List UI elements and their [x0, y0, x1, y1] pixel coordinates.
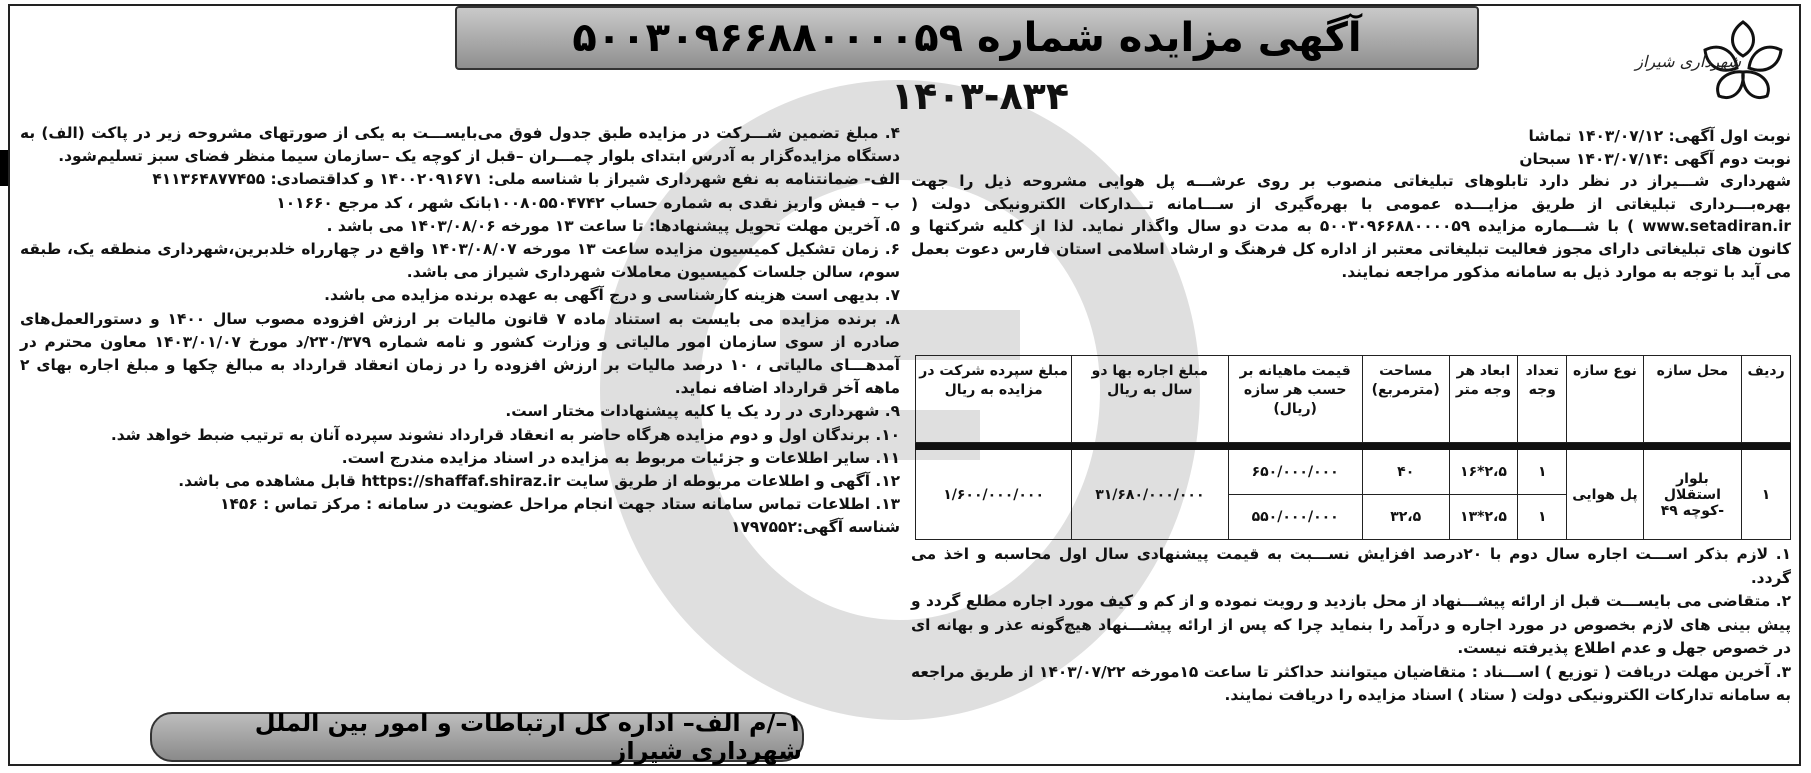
deposit-cell: ۱/۶۰۰/۰۰۰/۰۰۰: [916, 450, 1072, 540]
condition-item-4b: ب – فیش واریز نقدی به شماره حساب ۱۰۰۸۰۵۵۰۴۷۴۲بانک شهر ، کد مرجع ۱۰۱۶۶۰: [276, 193, 900, 212]
right-column: [911, 125, 1791, 283]
header-cell: قیمت ماهیانه بر حسب هر سازه (ریال): [1228, 356, 1362, 443]
header-cell: ابعاد هر وجه متر: [1449, 356, 1518, 443]
location-cell: بلوار استقلال -کوچه ۴۹: [1643, 450, 1741, 540]
condition-item-11: ۱۱. سایر اطلاعات و جزئیات مربوط به مزایده در اسناد مزایده مندرج است.: [341, 448, 900, 467]
footer-text: ۱–/م الف– اداره کل ارتباطات و امور بین الملل شهرداری شیراز: [254, 709, 802, 765]
structure-type-cell: پل هوایی: [1567, 450, 1644, 540]
header-cell: نوع سازه: [1567, 356, 1644, 443]
condition-item-13: ۱۳. اطلاعات تماس سامانه ستاد جهت انجام مراحل عضویت در سامانه : مرکز تماس : ۱۴۵۶: [220, 495, 900, 514]
header-cell: مبلغ سپرده شرکت در مزایده به ریال: [916, 356, 1072, 443]
face-count-cell: ۱: [1518, 495, 1567, 540]
table-separator: [916, 443, 1791, 450]
notes-list: [911, 543, 1791, 708]
condition-item-4: ۴. مبلغ تضمین شـــرکت در مزایده طبق جدول فوق می‌بایســـت به یکی از صورتهای مشروحه زیر در پاکت (الف) به دستگاه مزایده‌گزار به آدرس ابتدای بلوار چمـــران –قبل از کوچه یک –سازمان سیما منظر فضای سبز تسلیم‌شود.: [20, 124, 900, 166]
condition-item-7: ۷. بدیهی است هزینه کارشناسی و درج آگهی به عهده برنده مزایده می باشد.: [324, 286, 900, 305]
left-column: [20, 122, 900, 540]
edge-mark: [0, 150, 8, 186]
auction-table: [915, 355, 1791, 540]
footer-banner: [150, 709, 804, 765]
note-item: ۳. آخرین مهلت دریافت ( توزیع ) اســـناد : متقاضیان میتوانند حداکثر تا ساعت ۱۵مورخه ۱۴۰۳/۰۷/۲۲ از طریق مراجعه به سامانه تدارکات الکترونیکی دولت ( ستاد ) اسناد مزایده را دریافت نمایند.: [911, 662, 1791, 704]
note-item: ۲. متقاضی می بایســـت قبل از ارائه پیشـــنهاد از محل بازدید و رویت نموده و از کم و کیف مورد اجاره مطلع گردد و پیش بینی های لازم بخصوص در مورد اجاره و درآمد را بنماید چرا که پس از ارائه پیشـــنهاد هیچ‌گونه عذر و بهانه ای در خصوص جهل و عدم اطلاع پذیرفته نیست.: [911, 592, 1791, 657]
condition-item-9: ۹. شهرداری در رد یک یا کلیه پیشنهادات مختار است.: [505, 402, 900, 421]
dimensions-cell: ۲،۵*۱۶: [1449, 450, 1518, 495]
header-cell: ردیف: [1742, 356, 1791, 443]
ad-number: ۱۴۰۳-۸۳۴: [890, 74, 1070, 118]
header-cell: محل سازه: [1643, 356, 1741, 443]
row-number-cell: ۱: [1742, 450, 1791, 540]
header-cell: مساحت (مترمربع): [1362, 356, 1449, 443]
table-header-row: [916, 356, 1791, 443]
note-item: ۱. لازم بذکر اســـت اجاره سال دوم با ۲۰درصد افزایش نســـبت به قیمت پیشنهادی سال اول محاسبه و اخذ می گردد.: [911, 545, 1791, 587]
condition-item-6: ۶. زمان تشکیل کمیسیون مزایده ساعت ۱۳ مورخه ۱۴۰۳/۰۸/۰۷ واقع در چهارراه خلدبرین،شهرداری منطقه یک، طبقه سوم، سالن جلسات کمیسیون معاملات شهرداری شیراز می باشد.: [20, 240, 900, 282]
monthly-price-cell: ۶۵۰/۰۰۰/۰۰۰: [1228, 450, 1362, 495]
table-row: [916, 450, 1791, 495]
condition-item-5: ۵. آخرین مهلت تحویل پیشنهادها: تا ساعت ۱۳ مورخه ۱۴۰۳/۰۸/۰۶ می باشد .: [326, 216, 900, 235]
area-cell: ۳۲،۵: [1362, 495, 1449, 540]
intro-paragraph: شهرداری شـــیراز در نظر دارد تابلوهای تبلیغاتی منصوب بر روی عرشـــه پل هوایی مشروحه ذیل را جهت بهره‌بـــرداری تبلیغاتی از طریق مزایـــده عمومی با بهره‌گیری از ســـامانه تـــدارکات الکترونیکی دولت ( www.setadiran.ir ) با شـــماره مزایده ۵۰۰۳۰۹۶۶۸۸۰۰۰۰۵۹ به مدت دو سال واگذار نماید. لذا از کلیه شرکتها و کانون های تبلیغاتی دارای مجوز فعالیت تبلیغاتی معتبر از اداره کل فرهنگ و ارشاد اسلامی استان فارس دعوت بعمل می آید با توجه به موارد ذیل به سامانه مذکور مراجعه نمایند.: [911, 172, 1791, 281]
ad-id: شناسه آگهی:۱۷۹۷۵۵۲: [731, 518, 900, 537]
first-notice-date: نوبت اول آگهی: ۱۴۰۳/۰۷/۱۲ تماشا: [1528, 127, 1791, 145]
monthly-price-cell: ۵۵۰/۰۰۰/۰۰۰: [1228, 495, 1362, 540]
condition-item-10: ۱۰. برندگان اول و دوم مزایده هرگاه حاضر به انعقاد قرارداد نشوند سپرده آنان به ترتیب ضبط خواهد شد.: [110, 425, 900, 444]
ad-title: آگهی مزایده شماره ۵۰۰۳۰۹۶۶۸۸۰۰۰۰۵۹: [572, 15, 1362, 61]
condition-item-4a: الف- ضمانتنامه به نفع شهرداری شیراز با شناسه ملی: ۱۴۰۰۲۰۹۱۶۷۱ و کداقتصادی: ۴۱۱۳۶۴۸۷۷۴۵۵: [152, 170, 900, 189]
logo-text: شهرداری شیراز: [1635, 52, 1741, 71]
second-notice-date: نوبت دوم آگهی :۱۴۰۳/۰۷/۱۴ سبحان: [1519, 149, 1791, 168]
header-cell: تعداد وجه: [1518, 356, 1567, 443]
two-year-rent-cell: ۳۱/۶۸۰/۰۰۰/۰۰۰: [1072, 450, 1228, 540]
dimensions-cell: ۲،۵*۱۳: [1449, 495, 1518, 540]
face-count-cell: ۱: [1518, 450, 1567, 495]
header-cell: مبلغ اجاره بها دو سال به ریال: [1072, 356, 1228, 443]
area-cell: ۴۰: [1362, 450, 1449, 495]
condition-item-12: ۱۲. آگهی و اطلاعات مربوطه از طریق سایت https://shaffaf.shiraz.ir قابل مشاهده می باشد.: [178, 472, 900, 491]
condition-item-8: ۸. برنده مزایده می بایست به استناد ماده ۷ قانون مالیات بر ارزش افزوده مصوب سال ۱۴۰۰ و دستورالعمل‌های صادره از سوی سازمان امور مالیاتی و وزارت کشور و نامه شماره ۲۳۰/۳۷۹/د مورخ ۱۴۰۳/۰۱/۰۷ معاون محترم در آمدهـــای مالیاتی ، ۱۰ درصد مالیات بر ارزش افزوده را در زمان انعقاد قرارداد به مبالغ چکها و مبلغ اجاره بهای ۲ ماهه آخر قرارداد اضافه نماید.: [20, 309, 901, 398]
ad-title-banner: [455, 6, 1479, 70]
